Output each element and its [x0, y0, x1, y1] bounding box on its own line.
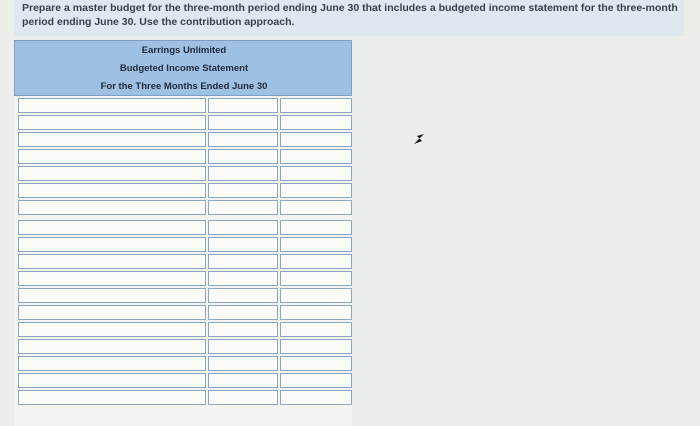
amount-input[interactable] [280, 339, 352, 354]
statement-row [18, 183, 352, 200]
amount-input[interactable] [280, 132, 352, 147]
amount-input[interactable] [280, 322, 352, 337]
statement-row [18, 220, 352, 237]
amount-input[interactable] [208, 183, 278, 198]
amount-input[interactable] [208, 166, 278, 181]
statement-row [18, 390, 352, 407]
amount-input[interactable] [208, 322, 278, 337]
row-label-input[interactable] [18, 183, 206, 198]
amount-input[interactable] [280, 271, 352, 286]
amount-input[interactable] [208, 254, 278, 269]
amount-input[interactable] [280, 390, 352, 405]
statement-header [14, 40, 352, 96]
amount-input[interactable] [208, 390, 278, 405]
statement-title: Budgeted Income Statement [119, 63, 249, 74]
row-label-input[interactable] [18, 339, 206, 354]
amount-input[interactable] [280, 373, 352, 388]
statement-row [18, 339, 352, 356]
row-label-input[interactable] [18, 322, 206, 337]
statement-row [18, 132, 352, 149]
statement-row [18, 305, 352, 322]
row-label-input[interactable] [18, 220, 206, 235]
statement-row [18, 166, 352, 183]
amount-input[interactable] [208, 200, 278, 215]
amount-input[interactable] [280, 166, 352, 181]
row-label-input[interactable] [18, 356, 206, 371]
row-label-input[interactable] [18, 200, 206, 215]
mouse-pointer-icon [413, 133, 425, 145]
row-label-input[interactable] [18, 98, 206, 113]
amount-input[interactable] [280, 149, 352, 164]
row-label-input[interactable] [18, 237, 206, 252]
amount-input[interactable] [208, 356, 278, 371]
row-label-input[interactable] [18, 254, 206, 269]
instructions-text: Prepare a master budget for the three-month period ending June 30 that includes a budgeted income statement for the three-month period ending June 30. Use the contribution approach. [14, 0, 684, 36]
statement-row [18, 322, 352, 339]
row-label-input[interactable] [18, 390, 206, 405]
amount-input[interactable] [280, 115, 352, 130]
amount-input[interactable] [208, 98, 278, 113]
statement-row [18, 149, 352, 166]
amount-input[interactable] [280, 200, 352, 215]
amount-input[interactable] [280, 356, 352, 371]
row-label-input[interactable] [18, 271, 206, 286]
amount-input[interactable] [280, 237, 352, 252]
statement-period: For the Three Months Ended June 30 [100, 81, 268, 92]
statement-row [18, 200, 352, 217]
statement-row [18, 98, 352, 115]
statement-row [18, 115, 352, 132]
row-label-input[interactable] [18, 373, 206, 388]
statement-row [18, 254, 352, 271]
amount-input[interactable] [208, 132, 278, 147]
amount-input[interactable] [208, 305, 278, 320]
statement-row [18, 373, 352, 390]
amount-input[interactable] [208, 237, 278, 252]
row-label-input[interactable] [18, 132, 206, 147]
row-label-input[interactable] [18, 149, 206, 164]
row-label-input[interactable] [18, 115, 206, 130]
amount-input[interactable] [280, 305, 352, 320]
amount-input[interactable] [208, 220, 278, 235]
row-label-input[interactable] [18, 288, 206, 303]
amount-input[interactable] [280, 254, 352, 269]
income-statement-worksheet [14, 40, 352, 426]
statement-row [18, 271, 352, 288]
amount-input[interactable] [280, 288, 352, 303]
amount-input[interactable] [208, 115, 278, 130]
amount-input[interactable] [208, 373, 278, 388]
company-name: Earrings Unlimited [141, 45, 227, 56]
amount-input[interactable] [208, 149, 278, 164]
amount-input[interactable] [208, 288, 278, 303]
statement-row [18, 288, 352, 305]
statement-row [18, 237, 352, 254]
amount-input[interactable] [280, 220, 352, 235]
amount-input[interactable] [280, 98, 352, 113]
row-label-input[interactable] [18, 166, 206, 181]
row-label-input[interactable] [18, 305, 206, 320]
amount-input[interactable] [208, 339, 278, 354]
amount-input[interactable] [280, 183, 352, 198]
statement-row [18, 356, 352, 373]
amount-input[interactable] [208, 271, 278, 286]
